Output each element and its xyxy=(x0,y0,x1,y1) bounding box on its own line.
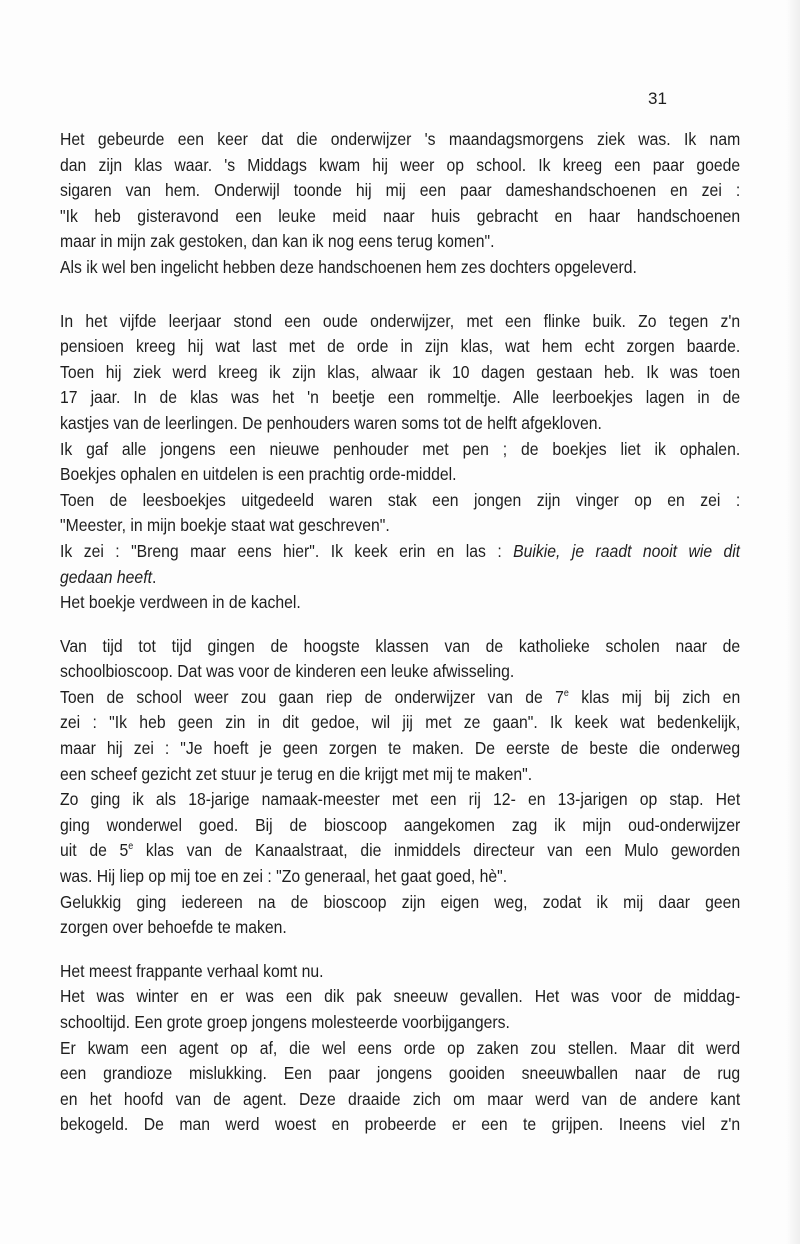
text-segment: zorgen over behoefde te maken. xyxy=(60,917,287,938)
paragraph xyxy=(60,590,740,616)
text-line xyxy=(60,634,740,660)
text-line xyxy=(60,685,740,711)
text-line xyxy=(60,1036,740,1062)
text-segment: bekogeld. De man werd woest en probeerde er een te grijpen. Ineens viel z'n xyxy=(60,1114,741,1135)
text-line xyxy=(60,488,740,514)
text-segment: Van tijd tot tijd gingen de hoogste klassen van de katholieke scholen naar de xyxy=(60,635,741,656)
text-segment: Toen de leesboekjes uitgedeeld waren stak een jongen zijn vinger op en zei : xyxy=(60,489,741,510)
text-line xyxy=(60,334,740,360)
text-segment: was. Hij liep op mij toe en zei : "Zo generaal, het gaat goed, hè". xyxy=(60,866,508,887)
paragraph xyxy=(60,437,740,488)
text-line xyxy=(60,385,740,411)
text-line xyxy=(60,838,740,864)
text-line xyxy=(60,127,740,153)
paragraph xyxy=(60,309,740,437)
text-segment: Zo ging ik als 18-jarige namaak-meester met een rij 12- en 13-jarigen op stap. Het xyxy=(60,789,741,810)
text-segment: . xyxy=(151,566,157,587)
text-line xyxy=(60,462,740,488)
text-line xyxy=(60,178,740,204)
text-line xyxy=(60,1061,740,1087)
text-line xyxy=(60,590,740,616)
text-line xyxy=(60,539,740,565)
text-segment: kastjes van de leerlingen. De penhouders waren soms tot de helft afgekloven. xyxy=(60,412,602,433)
text-segment: uit de 5 xyxy=(60,840,129,861)
text-segment: schooltijd. Een grote groep jongens molesteerde voorbijgangers. xyxy=(60,1012,510,1032)
text-segment: Het boekje verdween in de kachel. xyxy=(60,592,301,613)
text-line xyxy=(60,915,740,941)
text-line xyxy=(60,204,740,230)
text-segment: klas mij bij zich en xyxy=(568,686,741,707)
text-segment: pensioen kreeg hij wat last met de orde in zijn klas, wat hem echt zorgen baarde. xyxy=(60,336,741,357)
scan-edge-shadow xyxy=(786,0,800,1244)
text-segment: een scheef gezicht zet stuur je terug en die krijgt met mij te maken". xyxy=(60,763,533,784)
text-segment: Er kwam een agent op af, die wel eens orde op zaken zou stellen. Maar dit werd xyxy=(60,1037,741,1058)
paragraph xyxy=(60,890,740,941)
text-section xyxy=(60,309,740,616)
text-segment: sigaren van hem. Onderwijl toonde hij mij een paar dameshandschoenen en zei : xyxy=(60,180,741,201)
text-line xyxy=(60,1112,740,1138)
text-line xyxy=(60,890,740,916)
text-segment: In het vijfde leerjaar stond een oude onderwijzer, met een flinke buik. Zo tegen z'n xyxy=(60,310,741,331)
text-segment: ging wonderwel goed. Bij de bioscoop aangekomen zag ik mijn oud-onderwijzer xyxy=(60,814,741,835)
text-line xyxy=(60,1010,740,1036)
paragraph xyxy=(60,127,740,255)
body-text xyxy=(60,127,740,1138)
text-segment: Toen de school weer zou gaan riep de onderwijzer van de 7 xyxy=(60,686,564,707)
ordinal-superscript: e xyxy=(563,687,569,699)
text-line xyxy=(60,787,740,813)
text-line xyxy=(60,360,740,386)
text-segment: 17 jaar. In de klas was het 'n beetje een rommeltje. Alle leerboekjes lagen in de xyxy=(60,387,741,408)
italic-quote: Buikie, je raadt nooit wie dit xyxy=(513,540,741,561)
paragraph xyxy=(60,685,740,787)
paragraph xyxy=(60,984,740,1035)
text-segment: Toen hij ziek werd kreeg ik zijn klas, alwaar ik 10 dagen gestaan heb. Ik was toen xyxy=(60,361,741,382)
paragraph xyxy=(60,787,740,889)
text-segment: Gelukkig ging iedereen na de bioscoop zijn eigen weg, zodat ik mij daar geen xyxy=(60,891,741,912)
paragraph xyxy=(60,959,740,985)
text-segment: schoolbioscoop. Dat was voor de kinderen een leuke afwisseling. xyxy=(60,661,515,682)
text-line xyxy=(60,153,740,179)
text-segment: dan zijn klas waar. 's Middags kwam hij weer op school. Ik kreeg een paar goede xyxy=(60,154,741,175)
text-segment: zei : "Ik heb geen zin in dit gedoe, wil jij met ze gaan". Ik keek wat bedenkelijk, xyxy=(60,712,741,733)
text-segment: Het meest frappante verhaal komt nu. xyxy=(60,960,324,981)
paragraph xyxy=(60,634,740,685)
text-segment: Het was winter en er was een dik pak sneeuw gevallen. Het was voor de middag- xyxy=(60,986,741,1007)
text-line xyxy=(60,229,740,255)
text-section xyxy=(60,634,740,941)
text-line xyxy=(60,513,740,539)
text-line xyxy=(60,710,740,736)
text-line xyxy=(60,864,740,890)
text-line xyxy=(60,813,740,839)
text-line xyxy=(60,959,740,985)
ordinal-superscript: e xyxy=(128,841,134,853)
paragraph xyxy=(60,539,740,590)
paragraph xyxy=(60,255,740,281)
text-line xyxy=(60,1087,740,1113)
text-line xyxy=(60,736,740,762)
text-line xyxy=(60,984,740,1010)
text-segment: en het hoofd van de agent. Deze draaide zich om maar werd van de andere kant xyxy=(60,1088,741,1109)
text-segment: "Meester, in mijn boekje staat wat geschreven". xyxy=(60,515,390,536)
page-number: 31 xyxy=(648,89,667,108)
text-line xyxy=(60,411,740,437)
text-segment: Ik gaf alle jongens een nieuwe penhouder met pen ; de boekjes liet ik ophalen. xyxy=(60,438,741,459)
text-segment: Als ik wel ben ingelicht hebben deze handschoenen hem zes dochters opgeleverd. xyxy=(60,256,637,277)
text-line xyxy=(60,437,740,463)
text-line xyxy=(60,659,740,685)
text-segment: een grandioze mislukking. Een paar jongens gooiden sneeuwballen naar de rug xyxy=(60,1063,741,1084)
text-segment: Boekjes ophalen en uitdelen is een prachtig orde-middel. xyxy=(60,464,457,485)
text-line xyxy=(60,255,740,281)
text-segment: maar in mijn zak gestoken, dan kan ik nog eens terug komen". xyxy=(60,231,495,252)
text-section xyxy=(60,959,740,1138)
text-segment: Ik zei : "Breng maar eens hier". Ik keek erin en las : xyxy=(60,540,514,561)
text-segment: maar hij zei : "Je hoeft je geen zorgen te maken. De eerste de beste die onderweg xyxy=(60,738,741,759)
text-line xyxy=(60,565,740,591)
paragraph xyxy=(60,488,740,539)
paragraph xyxy=(60,1036,740,1138)
text-line xyxy=(60,309,740,335)
text-segment: "Ik heb gisteravond een leuke meid naar huis gebracht en haar handschoenen xyxy=(60,205,741,226)
text-section xyxy=(60,127,740,281)
text-line xyxy=(60,762,740,788)
text-segment: klas van de Kanaalstraat, die inmiddels directeur van een Mulo geworden xyxy=(133,840,741,861)
italic-quote: gedaan heeft xyxy=(60,566,152,587)
text-segment: Het gebeurde een keer dat die onderwijzer 's maandagsmorgens ziek was. Ik nam xyxy=(60,129,741,149)
